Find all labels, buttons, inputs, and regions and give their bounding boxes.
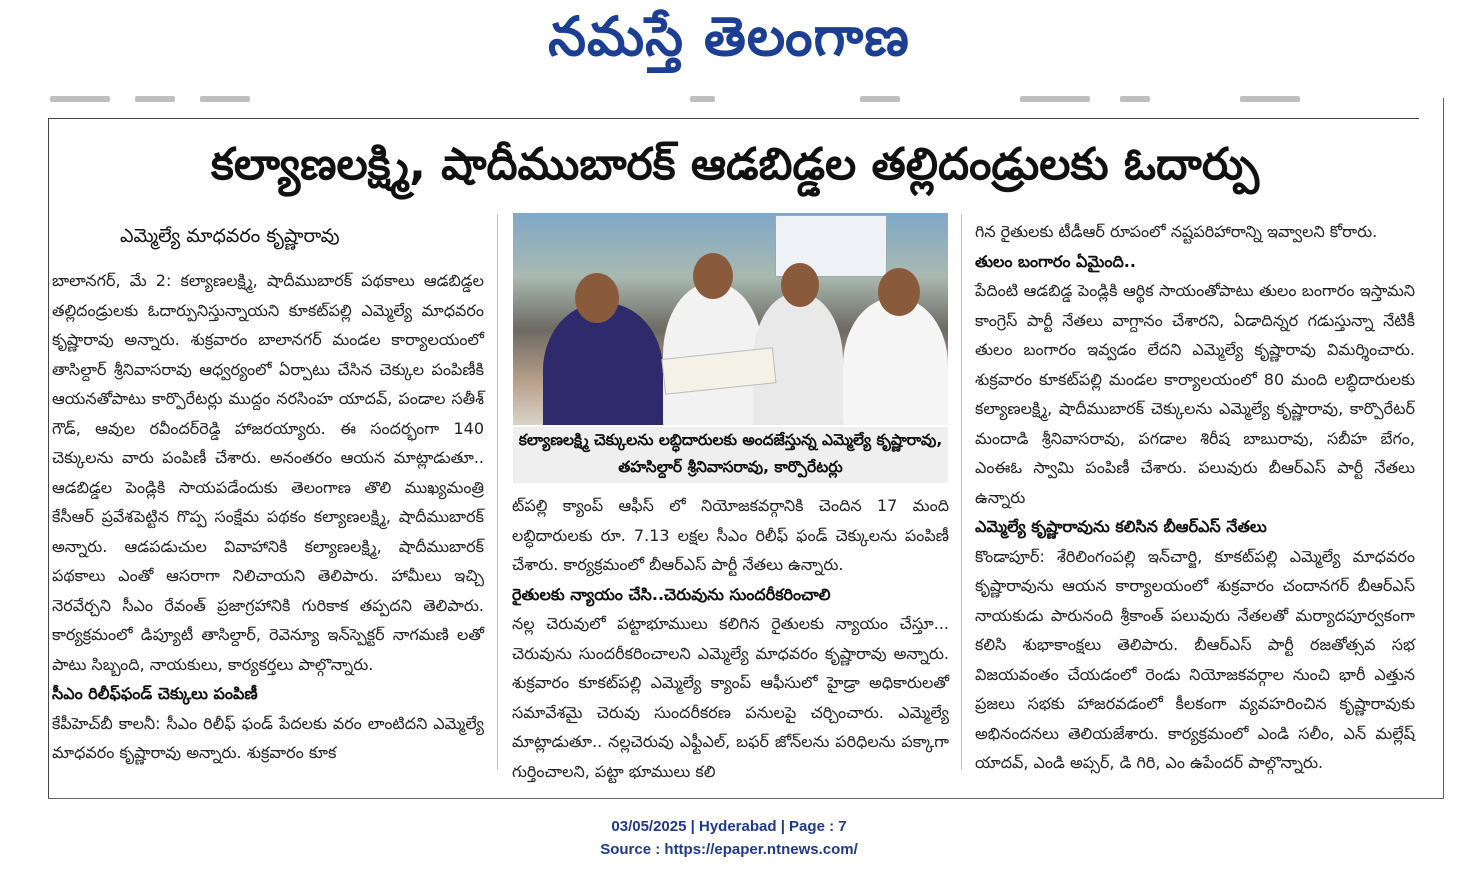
article-paragraph: కొండాపూర్: శేరిలింగంపల్లి ఇన్‌చార్జి, కూకట్‌పల్లి ఎమ్మెల్యే మాధవరం కృష్ణారావును ఆయన కార్యాలయంలో శుక్రవారం చందానగర్ బీఆర్ఎస్ నాయకుడు పారునంది శ్రీకాంత్ పలువురు నేతలతో మర్యాదపూర్వకంగా కలిసి శుభాకాంక్షలు తెలిపారు. బీఆర్ఎస్ పార్టీ రజతోత్సవ సభ విజయవంతం చేయడంలో రెండు నియోజకవర్గాల నుంచి భారీ ఎత్తున ప్రజలు సభకు హాజరవడంలో కీలకంగా వ్యవహరించిన కృష్ణారావుకు అభినందనలు తెలియజేశారు. కార్యక్రమంలో ఎండి సలీం, ఎన్ మల్లేష్ యాదవ్, ఎండి అప్సర్, డి గిరి, ఎం ఉపేందర్ పాల్గొన్నారు. (975, 546, 1415, 772)
article-paragraph: బాలానగర్, మే 2: కల్యాణలక్ష్మి, షాదీముబారక్ పథకాలు ఆడబిడ్డల తల్లిదండ్రులకు ఓదార్పునిస్తున్నాయని కూకట్‌పల్లి ఎమ్మెల్యే మాధవరం కృష్ణారావు అన్నారు. శుక్రవారం బాలానగర్ మండల కార్యాలయంలో తాసిల్దార్ శ్రీనివాసరావు ఆధ్వర్యంలో ఏర్పాటు చేసిన చెక్కుల పంపిణీకి ఆయనతోపాటు కార్పొరేటర్లు ముద్దం నరసింహ యాదవ్, పండాల సతీశ్ గౌడ్, ఆవుల రవీందర్‌రెడ్డి హాజరయ్యారు. ఈ సందర్భంగా 140 చెక్కులను వారు పంపిణీ చేశారు. అనంతరం ఆయన మాట్లాడుతూ.. ఆడబిడ్డల పెండ్లికి సాయపడేందుకు తెలంగాణ తొలి ముఖ్యమంత్రి కేసీఆర్ ప్రవేశపెట్టిన గొప్ప సంక్షేమ పథకం కల్యాణలక్ష్మి, షాదీముబారక్ అన్నారు. ఆడపడుచుల వివాహానికి కల్యాణలక్ష్మి, షాదీముబారక్ పథకాలు ఎంతో ఆసరాగా నిలిచాయని తెలిపారు. హామీలు ఇచ్చి నెరవేర్చని సీఎం రేవంత్ ప్రజాగ్రహానికి గురికాక తప్పదని తెలిపారు. కార్యక్రమంలో డిప్యూటీ తాసిల్దార్, రెవెన్యూ ఇన్‌స్పెక్టర్ నాగమణి లతో పాటు సిబ్బంది, నాయకులు, కార్యకర్తలు పాల్గొన్నారు. (52, 271, 484, 674)
masthead (0, 4, 1458, 82)
article-paragraph: గిన రైతులకు టీడీఆర్ రూపంలో నష్టపరిహారాన్ని ఇవ్వాలని కోరారు. (975, 222, 1378, 241)
article-paragraph: నల్ల చెరువులో పట్టాభూములు కలిగిన రైతులకు న్యాయం చేస్తూ... చెరువును సుందరీకరించాలని ఎమ్మెల్యే మాధవరం కృష్ణారావు అన్నారు. శుక్రవారం కూకట్‌పల్లి ఎమ్మెల్యే క్యాంప్ ఆఫీసులో హైడ్రా అధికారులతో సమావేశమై చెరువు సుందరీకరణ పనులపై చర్చించారు. ఎమ్మెల్యే మాట్లాడుతూ.. నల్లచెరువు ఎఫ్టీఎల్, బఫర్ జోన్‌లను పరిధిలను పక్కాగా గుర్తించాలని, పట్టా భూములు కలి (512, 614, 949, 781)
top-strip (40, 96, 1420, 106)
subheading: రైతులకు న్యాయం చేసి..చెరువును సుందరీకరించాలి (512, 584, 831, 604)
column-2 (512, 491, 949, 786)
article-photo (513, 213, 948, 425)
subheading: సీఎం రిలీఫ్‌ఫండ్ చెక్కులు పంపిణీ (52, 684, 258, 703)
article-byline: ఎమ్మెల్యే మాధవరం కృష్ణారావు (120, 225, 340, 247)
footer-source-link[interactable]: Source : https://epaper.ntnews.com/ (600, 841, 858, 858)
column-3 (975, 217, 1415, 778)
frame-divider (1443, 98, 1444, 798)
frame-divider (48, 798, 1444, 799)
article-paragraph: పేదింటి ఆడబిడ్డ పెండ్లికి ఆర్థిక సాయంతోపాటు తులం బంగారం ఇస్తామని కాంగ్రెస్ పార్టీ నేతలు వాగ్దానం చేశారని, ఏడాదిన్నర గడుస్తున్నా నేటికీ తులం బంగారం ఇవ్వడం లేదని ఎమ్మెల్యే కృష్ణారావు విమర్శించారు. శుక్రవారం కూకట్‌పల్లి మండల కార్యాలయంలో 80 మంది లబ్ధిదారులకు కల్యాణలక్ష్మి, షాదీముబారక్ చెక్కులను ఎమ్మెల్యే కృష్ణారావు, కార్పొరేటర్ మందాడి శ్రీనివాసరావు, పగడాల శిరీష బాబురావు, సబీహ బేగం, ఎంఈఓ స్వామి పంపిణీ చేశారు. పలువురు బీఆర్ఎస్ పార్టీ నేతలు ఉన్నారు (975, 281, 1415, 507)
article-paragraph: కేపీహెచ్‌బీ కాలనీ: సీఎం రిలీఫ్ ఫండ్ పేదలకు వరం లాంటిదని ఎమ్మెల్యే మాధవరం కృష్ణారావు అన్నారు. శుక్రవారం కూక (52, 713, 484, 762)
subheading: ఎమ్మెల్యే కృష్ణారావును కలిసిన బీఆర్ఎస్ నేతలు (975, 517, 1267, 536)
photo-caption: కల్యాణలక్ష్మి చెక్కులను లబ్ధిదారులకు అందజేస్తున్న ఎమ్మెల్యే కృష్ణారావు, తహసిల్దార్ శ్రీనివాసరావు, కార్పొరేటర్లు (513, 427, 948, 483)
column-1 (52, 266, 484, 768)
footer-date-line: 03/05/2025 | Hyderabad | Page : 7 (611, 818, 847, 835)
masthead-title: నమస్తే తెలంగాణ (548, 4, 910, 68)
article-paragraph: ట్‌పల్లి క్యాంప్ ఆఫీస్ లో నియోజకవర్గానికి చెందిన 17 మంది లబ్ధిదారులకు రూ. 7.13 లక్షల సీఎం రిలీఫ్ ఫండ్ చెక్కులను పంపిణీ చేశారు. కార్యక్రమంలో బీఆర్ఎస్ పార్టీ నేతలు ఉన్నారు. (512, 496, 949, 574)
column-divider (961, 214, 962, 770)
article-headline: కల్యాణలక్ష్మి, షాదీముబారక్ ఆడబిడ్డల తల్లిదండ్రులకు ఓదార్పు (210, 139, 1260, 190)
subheading: తులం బంగారం ఏమైంది.. (975, 251, 1136, 271)
column-divider (497, 214, 498, 770)
